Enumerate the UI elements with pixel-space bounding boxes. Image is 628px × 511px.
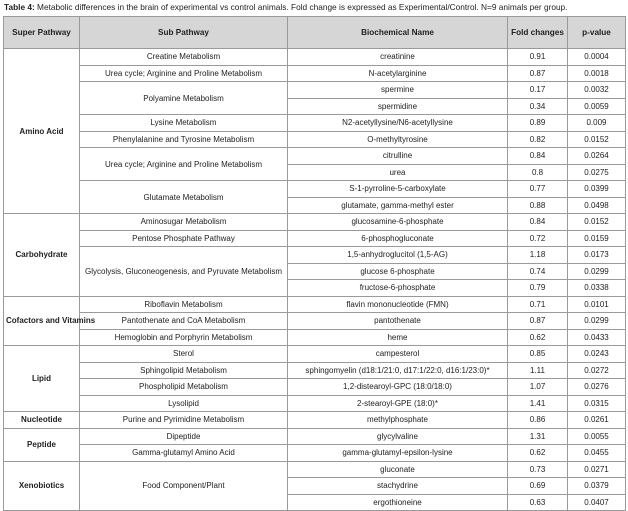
fold-change-cell: 0.87 [508, 65, 568, 82]
table-row [4, 115, 626, 132]
table-row [4, 148, 626, 165]
fold-change-cell: 0.62 [508, 445, 568, 462]
sub-pathway-cell: Sterol [80, 346, 288, 363]
p-value-cell: 0.0275 [568, 164, 626, 181]
sub-pathway-cell: Pantothenate and CoA Metabolism [80, 313, 288, 330]
biochemical-name-cell: 1,2-distearoyl-GPC (18:0/18:0) [288, 379, 508, 396]
biochemical-name-cell: S-1-pyrroline-5-carboxylate [288, 181, 508, 198]
p-value-cell: 0.0261 [568, 412, 626, 429]
p-value-cell: 0.0299 [568, 313, 626, 330]
sub-pathway-cell: Phospholipid Metabolism [80, 379, 288, 396]
fold-change-cell: 1.31 [508, 428, 568, 445]
sub-pathway-cell: Aminosugar Metabolism [80, 214, 288, 231]
p-value-cell: 0.0498 [568, 197, 626, 214]
p-value-cell: 0.0032 [568, 82, 626, 99]
p-value-cell: 0.0243 [568, 346, 626, 363]
p-value-cell: 0.0455 [568, 445, 626, 462]
table-row [4, 379, 626, 396]
fold-change-cell: 0.88 [508, 197, 568, 214]
sub-pathway-cell: Polyamine Metabolism [80, 82, 288, 115]
sub-pathway-cell: Glutamate Metabolism [80, 181, 288, 214]
table-row [4, 214, 626, 231]
fold-change-cell: 0.91 [508, 49, 568, 66]
biochemical-name-cell: 1,5-anhydroglucitol (1,5-AG) [288, 247, 508, 264]
table-row [4, 445, 626, 462]
table-row [4, 313, 626, 330]
super-pathway-cell: Carbohydrate [4, 214, 80, 297]
sub-pathway-cell: Dipeptide [80, 428, 288, 445]
fold-change-cell: 0.63 [508, 494, 568, 511]
table-row [4, 181, 626, 198]
fold-change-cell: 0.89 [508, 115, 568, 132]
fold-change-cell: 0.84 [508, 214, 568, 231]
biochemical-name-cell: gamma-glutamyl-epsilon-lysine [288, 445, 508, 462]
sub-pathway-cell: Lysine Metabolism [80, 115, 288, 132]
super-pathway-cell: Cofactors and Vitamins [4, 296, 80, 346]
p-value-cell: 0.0055 [568, 428, 626, 445]
fold-change-cell: 1.18 [508, 247, 568, 264]
biochemical-name-cell: urea [288, 164, 508, 181]
p-value-cell: 0.0018 [568, 65, 626, 82]
caption-label: Table 4: [4, 2, 35, 12]
sub-pathway-cell: Food Component/Plant [80, 461, 288, 511]
biochemical-name-cell: pantothenate [288, 313, 508, 330]
super-pathway-cell: Amino Acid [4, 49, 80, 214]
metabolite-table [3, 16, 626, 511]
sub-pathway-cell: Urea cycle; Arginine and Proline Metabolism [80, 148, 288, 181]
biochemical-name-cell: gluconate [288, 461, 508, 478]
biochemical-name-cell: campesterol [288, 346, 508, 363]
p-value-cell: 0.0379 [568, 478, 626, 495]
p-value-cell: 0.0173 [568, 247, 626, 264]
table-row [4, 82, 626, 99]
table-row [4, 346, 626, 363]
p-value-cell: 0.0272 [568, 362, 626, 379]
fold-change-cell: 0.79 [508, 280, 568, 297]
sub-pathway-cell: Hemoglobin and Porphyrin Metabolism [80, 329, 288, 346]
fold-change-cell: 1.07 [508, 379, 568, 396]
biochemical-name-cell: sphingomyelin (d18:1/21:0, d17:1/22:0, d16:1/23:0)* [288, 362, 508, 379]
fold-change-cell: 0.62 [508, 329, 568, 346]
sub-pathway-cell: Lysolipid [80, 395, 288, 412]
biochemical-name-cell: N-acetylarginine [288, 65, 508, 82]
biochemical-name-cell: methylphosphate [288, 412, 508, 429]
super-pathway-cell: Peptide [4, 428, 80, 461]
header-super-pathway: Super Pathway [4, 17, 80, 49]
biochemical-name-cell: O-methyltyrosine [288, 131, 508, 148]
biochemical-name-cell: N2-acetyllysine/N6-acetyllysine [288, 115, 508, 132]
fold-change-cell: 0.69 [508, 478, 568, 495]
biochemical-name-cell: glucose 6-phosphate [288, 263, 508, 280]
table-row [4, 329, 626, 346]
fold-change-cell: 0.74 [508, 263, 568, 280]
table-row [4, 296, 626, 313]
fold-change-cell: 0.72 [508, 230, 568, 247]
fold-change-cell: 0.86 [508, 412, 568, 429]
biochemical-name-cell: creatinine [288, 49, 508, 66]
p-value-cell: 0.0276 [568, 379, 626, 396]
biochemical-name-cell: glycylvaline [288, 428, 508, 445]
biochemical-name-cell: citrulline [288, 148, 508, 165]
header-p-value: p-value [568, 17, 626, 49]
biochemical-name-cell: spermine [288, 82, 508, 99]
fold-change-cell: 0.73 [508, 461, 568, 478]
biochemical-name-cell: fructose-6-phosphate [288, 280, 508, 297]
sub-pathway-cell: Creatine Metabolism [80, 49, 288, 66]
p-value-cell: 0.0338 [568, 280, 626, 297]
biochemical-name-cell: glutamate, gamma-methyl ester [288, 197, 508, 214]
fold-change-cell: 0.8 [508, 164, 568, 181]
table-row [4, 395, 626, 412]
p-value-cell: 0.0264 [568, 148, 626, 165]
biochemical-name-cell: 2-stearoyl-GPE (18:0)* [288, 395, 508, 412]
biochemical-name-cell: spermidine [288, 98, 508, 115]
sub-pathway-cell: Gamma-glutamyl Amino Acid [80, 445, 288, 462]
table-caption [4, 2, 624, 13]
p-value-cell: 0.0059 [568, 98, 626, 115]
p-value-cell: 0.0159 [568, 230, 626, 247]
p-value-cell: 0.0004 [568, 49, 626, 66]
fold-change-cell: 0.84 [508, 148, 568, 165]
table-body [4, 49, 626, 511]
table-row [4, 461, 626, 478]
p-value-cell: 0.0407 [568, 494, 626, 511]
p-value-cell: 0.0299 [568, 263, 626, 280]
fold-change-cell: 0.17 [508, 82, 568, 99]
sub-pathway-cell: Pentose Phosphate Pathway [80, 230, 288, 247]
p-value-cell: 0.0152 [568, 214, 626, 231]
biochemical-name-cell: ergothioneine [288, 494, 508, 511]
p-value-cell: 0.009 [568, 115, 626, 132]
fold-change-cell: 1.41 [508, 395, 568, 412]
biochemical-name-cell: stachydrine [288, 478, 508, 495]
p-value-cell: 0.0101 [568, 296, 626, 313]
p-value-cell: 0.0152 [568, 131, 626, 148]
super-pathway-cell: Xenobiotics [4, 461, 80, 511]
table-row [4, 412, 626, 429]
header-biochemical-name: Biochemical Name [288, 17, 508, 49]
table-row [4, 131, 626, 148]
table-row [4, 247, 626, 264]
table-row [4, 362, 626, 379]
header-sub-pathway: Sub Pathway [80, 17, 288, 49]
biochemical-name-cell: glucosamine-6-phosphate [288, 214, 508, 231]
table-row [4, 49, 626, 66]
biochemical-name-cell: 6-phosphogluconate [288, 230, 508, 247]
sub-pathway-cell: Riboflavin Metabolism [80, 296, 288, 313]
super-pathway-cell: Nucleotide [4, 412, 80, 429]
p-value-cell: 0.0433 [568, 329, 626, 346]
p-value-cell: 0.0315 [568, 395, 626, 412]
p-value-cell: 0.0399 [568, 181, 626, 198]
table-row [4, 65, 626, 82]
biochemical-name-cell: flavin mononucleotide (FMN) [288, 296, 508, 313]
sub-pathway-cell: Purine and Pyrimidine Metabolism [80, 412, 288, 429]
fold-change-cell: 0.34 [508, 98, 568, 115]
fold-change-cell: 0.77 [508, 181, 568, 198]
table-row [4, 230, 626, 247]
header-row [4, 17, 626, 49]
sub-pathway-cell: Glycolysis, Gluconeogenesis, and Pyruvate Metabolism [80, 247, 288, 297]
header-fold-changes: Fold changes [508, 17, 568, 49]
fold-change-cell: 1.11 [508, 362, 568, 379]
sub-pathway-cell: Urea cycle; Arginine and Proline Metabolism [80, 65, 288, 82]
table-row [4, 428, 626, 445]
fold-change-cell: 0.85 [508, 346, 568, 363]
sub-pathway-cell: Sphingolipid Metabolism [80, 362, 288, 379]
biochemical-name-cell: heme [288, 329, 508, 346]
fold-change-cell: 0.71 [508, 296, 568, 313]
p-value-cell: 0.0271 [568, 461, 626, 478]
caption-text: Metabolic differences in the brain of experimental vs control animals. Fold change is expressed as Experimental/Control. N=9 animals per group. [34, 2, 568, 12]
sub-pathway-cell: Phenylalanine and Tyrosine Metabolism [80, 131, 288, 148]
super-pathway-cell: Lipid [4, 346, 80, 412]
fold-change-cell: 0.82 [508, 131, 568, 148]
fold-change-cell: 0.87 [508, 313, 568, 330]
